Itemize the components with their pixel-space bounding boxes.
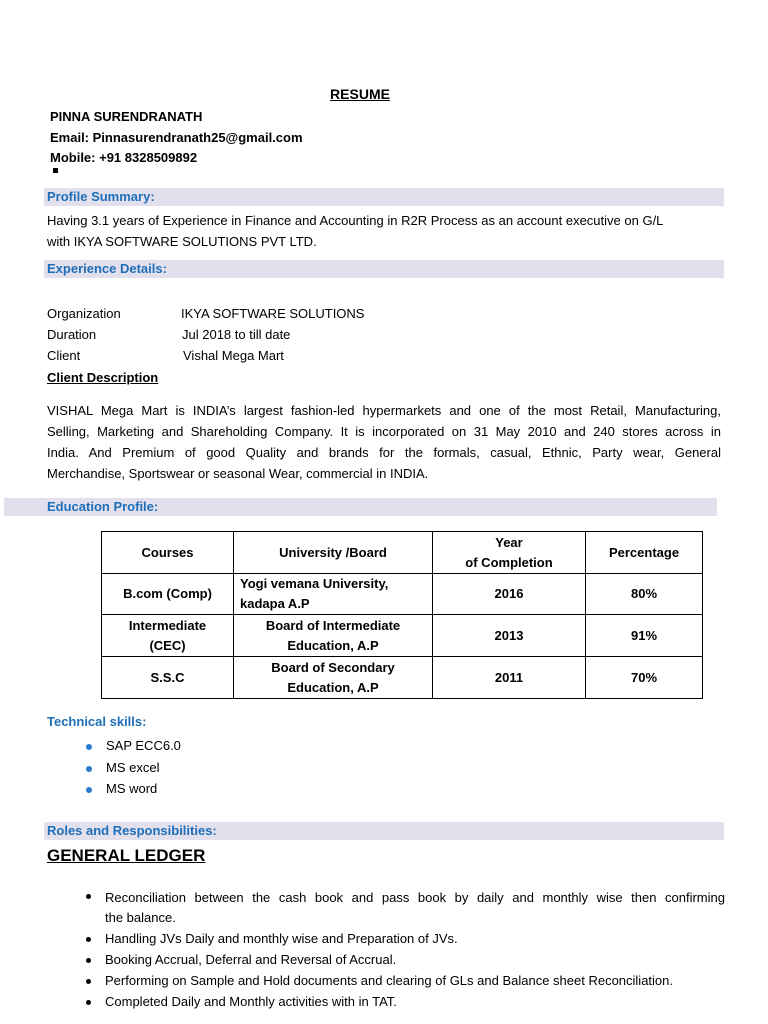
cell-course-line-1: Intermediate (128, 617, 207, 633)
cell-year: 2016 (433, 574, 586, 615)
table-row (102, 657, 703, 699)
organization-value: IKYA SOFTWARE SOLUTIONS (181, 306, 365, 321)
cell-course: B.com (Comp) (102, 574, 234, 615)
cell-university-line-2: Education, A.P (287, 679, 379, 695)
organization-label: Organization (47, 306, 121, 321)
header-year (433, 532, 586, 574)
cell-course-line-2: (CEC) (149, 637, 186, 653)
client-desc-line-1: VISHAL Mega Mart is INDIA’s largest fashion-led hypermarkets and one of the most Retail, Manufacturing, (47, 403, 721, 418)
skill-item: MS word (106, 781, 158, 796)
cell-university-line-1: Yogi vemana University, (240, 576, 389, 591)
client-description (47, 400, 721, 484)
cell-percentage: 70% (586, 657, 703, 699)
cell-course (102, 615, 234, 657)
bullet-dot-icon (86, 787, 92, 793)
skill-item: SAP ECC6.0 (106, 738, 181, 753)
header-percentage: Percentage (586, 532, 703, 574)
client-desc-line-3: India. And Premium of good Quality and brands for the formals, casual, Ethnic, Party wear, General (47, 445, 721, 460)
cell-university-line-1: Board of Secondary (271, 659, 395, 675)
section-heading-education: Education Profile: (47, 499, 159, 514)
section-heading-roles: Roles and Responsibilities: (47, 823, 217, 838)
candidate-mobile: Mobile: +91 8328509892 (50, 150, 198, 165)
duration-value: Jul 2018 to till date (182, 327, 291, 342)
general-ledger-heading: GENERAL LEDGER (47, 846, 206, 865)
cell-university (234, 657, 433, 699)
skill-item: MS excel (106, 760, 160, 775)
client-desc-line-4: Merchandise, Sportswear or seasonal Wear, commercial in INDIA. (47, 466, 429, 481)
page-title: RESUME (330, 86, 390, 102)
table-header-row (102, 532, 703, 574)
candidate-email: Email: Pinnasurendranath25@gmail.com (50, 130, 303, 145)
candidate-name: PINNA SURENDRANATH (50, 109, 203, 124)
section-heading-technical-skills: Technical skills: (47, 714, 147, 729)
cell-year: 2011 (433, 657, 586, 699)
ledger-item-line-2: the balance. (105, 910, 176, 925)
ledger-item: Performing on Sample and Hold documents and clearing of GLs and Balance sheet Reconciliation. (105, 973, 674, 988)
cell-year: 2013 (433, 615, 586, 657)
section-bar-profile (44, 188, 724, 206)
ledger-item: Completed Daily and Monthly activities with in TAT. (105, 994, 397, 1009)
ledger-item: Booking Accrual, Deferral and Reversal of Accrual. (105, 952, 397, 967)
client-value: Vishal Mega Mart (183, 348, 284, 363)
section-heading-experience: Experience Details: (47, 261, 167, 276)
section-bar-education (4, 498, 717, 516)
ledger-item (105, 888, 725, 928)
profile-line-2: with IKYA SOFTWARE SOLUTIONS PVT LTD. (47, 234, 317, 249)
profile-summary-text (47, 210, 727, 252)
cell-university-line-2: Education, A.P (287, 637, 379, 653)
duration-label: Duration (47, 327, 97, 342)
profile-line-1: Having 3.1 years of Experience in Finance and Accounting in R2R Process as an account executive on G/L (47, 213, 664, 228)
bullet-dot-icon (86, 979, 91, 984)
bullet-dot-icon (86, 894, 91, 899)
cell-university (234, 615, 433, 657)
cell-university-line-2: kadapa A.P (240, 596, 310, 611)
bullet-dot-icon (86, 958, 91, 963)
bullet-dot-icon (86, 937, 91, 942)
stray-mark (53, 168, 58, 173)
header-courses: Courses (102, 532, 234, 574)
table-row (102, 574, 703, 615)
client-label: Client (47, 348, 81, 363)
bullet-dot-icon (86, 1000, 91, 1005)
section-bar-experience (44, 260, 724, 278)
table-row (102, 615, 703, 657)
header-year-line-1: Year (495, 534, 523, 550)
ledger-item-line-1: Reconciliation between the cash book and pass book by daily and monthly wise then confirming (105, 890, 725, 905)
cell-university-line-1: Board of Intermediate (265, 617, 401, 633)
client-description-heading: Client Description (47, 370, 159, 385)
education-table (101, 531, 703, 699)
cell-percentage: 80% (586, 574, 703, 615)
header-university: University /Board (234, 532, 433, 574)
cell-course: S.S.C (102, 657, 234, 699)
section-bar-roles (44, 822, 724, 840)
ledger-item: Handling JVs Daily and monthly wise and Preparation of JVs. (105, 931, 458, 946)
cell-percentage: 91% (586, 615, 703, 657)
bullet-dot-icon (86, 766, 92, 772)
cell-university (234, 574, 433, 615)
client-desc-line-2: Selling, Marketing and Shareholding Company. It is incorporated on 31 May 2010 and 240 stores across in (47, 424, 721, 439)
bullet-dot-icon (86, 744, 92, 750)
section-heading-profile: Profile Summary: (47, 189, 155, 204)
header-year-line-2: of Completion (465, 554, 553, 570)
